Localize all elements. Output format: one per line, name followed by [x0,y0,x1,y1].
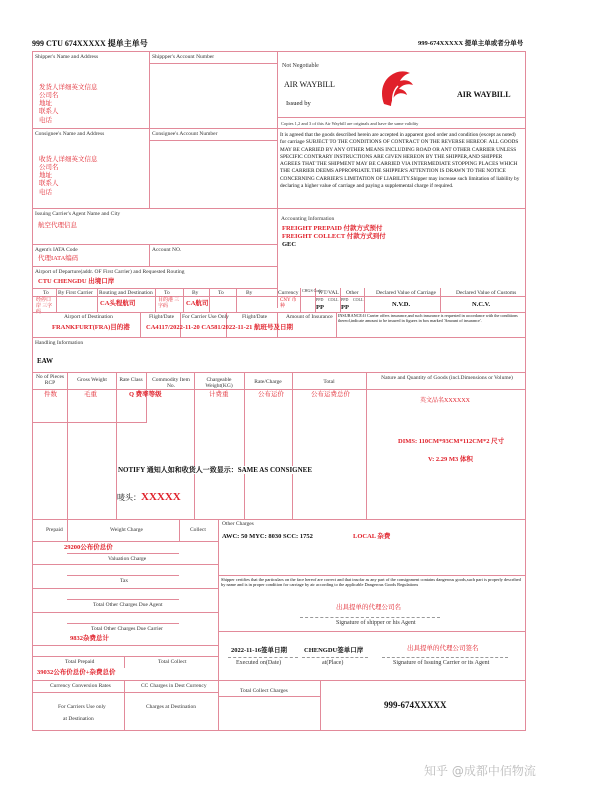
executed-date-label: Executed on(Date) [236,660,282,666]
other-carrier-label: Total Other Charges Due Carrier [91,626,163,632]
dims-value: DIMS: 110CM*93CM*112CM*2 尺寸 [398,438,505,445]
header-left: 999 CTU 674XXXXX 提单主单号 [32,39,148,48]
wtval-label: WT/VAL [318,290,339,296]
other-carrier-value: 9832杂费总计 [70,635,109,642]
dest-airport-value: FRANKFURT(FRA)目的港 [52,324,130,331]
other-agent-label: Total Other Charges Due Agent [93,602,163,608]
other-charges-value: AWC: 50 MYC: 8030 SCC: 1752 [222,533,313,540]
account-no-label: Account NO. [152,247,182,253]
flight-date2-label: Flight/Date [242,314,268,320]
other-pp: PP [341,304,349,311]
consignee-name-label: Consignee's Name and Address [35,131,105,137]
handling-value: EAW [37,357,53,365]
shipper-certification: Shipper certifies that the particulars on the face hereof are correct and that insofar as any part of the consignment contains dangerous goods,such part is properly described by name and is in proper condition for carriage by air according to the applicable Dangerous Goods Regulations [221,577,521,588]
terms-of-carriage: It is agreed that the goods described herein are accepted in apparent good order and condition (except as noted) for carriage SUBJECT TO THE CONDITIONS OF CONTRACT ON THE REVERSE HEREOF. ALL GOODS MAY BE CARRIED BY ANY OTHER MEANS INCLUDING ROAD OR ANT OTHER CARRIER UNLESS SPECIFIC CONTRARY INSTRUCTIONS ARE GIVEN HEREON BY THE SHIPPER,AND SHIPPER AGREES THAT THE SHIPMENT MAY BE CARRIED VIA INTERMEDIATE STOPPING PLACES WHICH THE CARRIER DEEMS APPROPRIATE.THE SHIPPER'S ATTENTION IS DRAWN TO THE NOTICE CONCERNING CARRIER'S LIMITATION OF LIABILITY.Shipper may increase such limitation of liability by declaring a higher value of carriage and paying a supplemental charge if required. [280,132,520,190]
other-charges-local: LOCAL 杂费 [353,533,391,540]
awb-title: AIR WAYBILL [457,90,511,99]
consignee-details: 收货人详细英文信息 公司名 地址 联系人 电话 [39,156,98,196]
routing-first-carrier-label: By First Carrier [58,290,93,296]
at-destination-label: at Destination [63,716,94,722]
chargeable-value: 计费重 [209,391,229,398]
issuing-agent-label: Issuing Carrier's Agent Name and City [35,211,121,217]
rate-class-value: Q 费率等级 [129,391,162,398]
total-prepaid-label: Total Prepaid [65,659,95,665]
col-rate-header: Rate/Charge [254,379,282,385]
tax-label: Tax [120,578,129,584]
routing-to-value: 经停口岸 三字码 [36,298,53,315]
shipper-name-label: Shipper's Name and Address [35,54,99,60]
gross-value: 毛重 [84,391,97,398]
routing-to-label: To [43,290,49,296]
copies-note: Copies 1,2 and 3 of this Air Waybill are originals and have the same validity [281,121,419,126]
routing-by3-label: By [246,290,253,296]
other-coll: COLL [353,297,364,302]
handling-label: Handling Information [35,340,84,346]
execution-place: CHENGDU签单口岸 [304,647,364,654]
executed-place-label: at(Place) [322,660,344,666]
flights-value: CA4117/2022-11-20 CA581/2022-11-21 航班号及日期 [146,324,293,331]
other-charges-label: Other Charges [222,521,254,527]
issued-by: Issued by [286,100,311,107]
rate-value: 公布运价 [258,391,284,398]
consignee-account-label: Consignee's Account Number [152,131,218,137]
routing-to2-label: To [164,290,170,296]
dest-airport-label: Airport of Destination [64,314,113,320]
routing-by2-label: By [192,290,199,296]
shipper-agent-name: 出具提单的代理公司名 [336,604,401,611]
issuing-agent-value: 航空代理信息 [38,222,77,229]
prepaid-label: Prepaid [46,527,63,533]
wtval-pp: PP [316,304,324,311]
charges-dest-label: Charges at Destination [146,704,196,710]
shipping-mark: 唛头：XXXXX [117,491,181,503]
total-prepaid-value: 39032公布价总价+杂费总价 [37,669,116,676]
first-carrier-value: CA头程航司 [100,300,136,307]
total-collect-label: Total Collect [158,659,187,665]
col-nature-header: Nature and Quantity of Goods (incl.Dimensions or Volume) [381,375,513,381]
iata-label: Agent's IATA Code [35,247,78,253]
pieces-value: 件数 [44,391,57,398]
shipper-account-label: Shippper's Account Number [152,54,215,60]
other-ppd: PPD [341,297,349,302]
carrier-use-label: For Carrier Use Only [182,314,229,320]
execution-date: 2022-11-16签单日期 [231,647,287,654]
col-pieces-header: No of Pieces RCP [35,374,65,387]
shipper-signature-label: Signature of shipper or his Agent [336,620,416,626]
insurance-amount-label: Amount of Insurance [286,314,333,320]
routing-to2-value: 目的港 三字码 [158,298,180,309]
goods-value: 英文品名XXXXXX [420,398,470,404]
issuing-carrier-signature: 出具提单的代理公司签名 [407,645,479,652]
routing-by2-value: CA航司 [186,300,209,307]
freight-prepaid: FREIGHT PREPAID 付款方式预付 [282,225,383,232]
collect-label: Collect [190,527,206,533]
watermark: 知乎 @成都中佰物流 [424,764,536,778]
ncv-value: N.C.V. [472,301,491,308]
carrier-only-label: For Carriers Use only [58,704,106,710]
awb-label: AIR WAYBILL [284,80,335,89]
weight-charge-value: 29200公布价总价 [64,544,113,551]
routing-dest-label: Routing and Destination [99,290,153,296]
col-total-header: Total [323,379,335,385]
col-gross-header: Gross Weight [77,377,107,383]
iata-value: 代理IATA编码 [38,255,79,262]
departure-value: CTU CHENGDU 出境口岸 [38,278,115,285]
wtval-coll: COLL [328,297,339,302]
other-label: Other [346,290,359,296]
volume-value: V: 2.29 M3 体积 [428,456,473,463]
flight-date-label: Flight/Date [149,314,175,320]
declared-carriage-label: Declared Value of Carriage [376,290,436,296]
departure-label: Airport of Departure(addr. OF First Carrier) and Requested Routing [35,269,185,275]
declared-customs-label: Declared Value of Customs [456,290,517,296]
currency-label: Currency [278,290,299,296]
conversion-rates-label: Currency Conversion Rates [50,683,111,689]
air-china-logo-icon [376,64,416,108]
gec-label: GEC [282,241,297,248]
not-negotiable: Not Negotiable [282,63,319,69]
total-collect-charges-label: Total Collect Charges [240,688,288,694]
wtval-ppd: PPD [316,297,324,302]
cc-charges-label: CC Charges in Dest Currency [141,683,207,689]
issuing-signature-label: Signature of Issuing Carrier or its Agent [393,660,490,666]
col-chargeable-header: Chargeable Weight(KG) [205,377,233,390]
routing-to3-label: To [218,290,224,296]
header-right: 999-674XXXXX 提单主单或者分单号 [418,40,524,47]
weight-charge-label: Weight Charge [110,527,143,533]
total-value: 公布运费总价 [311,391,350,398]
nvd-value: N.V.D. [392,301,411,308]
chgs-code-label: CHGS Code [302,288,323,293]
valuation-label: Valuation Charge [108,556,147,562]
accounting-label: Accounting Information [281,216,335,222]
shipper-details: 发货人详细英文信息 公司名 地址 联系人 电话 [39,84,98,124]
freight-collect: FREIGHT COLLECT 付款方式到付 [282,233,386,240]
col-rate-class-header: Rate Class [119,377,143,383]
insurance-note: INSURANCE:If Carrier offers insurance,and such insurance is requested in accordance with the conditions thereof,indicate amount to be insured in figures in box marked 'Amount of insurance'. [338,313,518,324]
currency-value: CNY 币种 [280,298,297,309]
notify-value: NOTIFY 通知人如和收货人一致显示：SAME AS CONSIGNEE [118,466,313,474]
awb-number-footer: 999-674XXXXX [384,700,447,710]
col-commodity-header: Commodity Item No. [152,377,190,390]
